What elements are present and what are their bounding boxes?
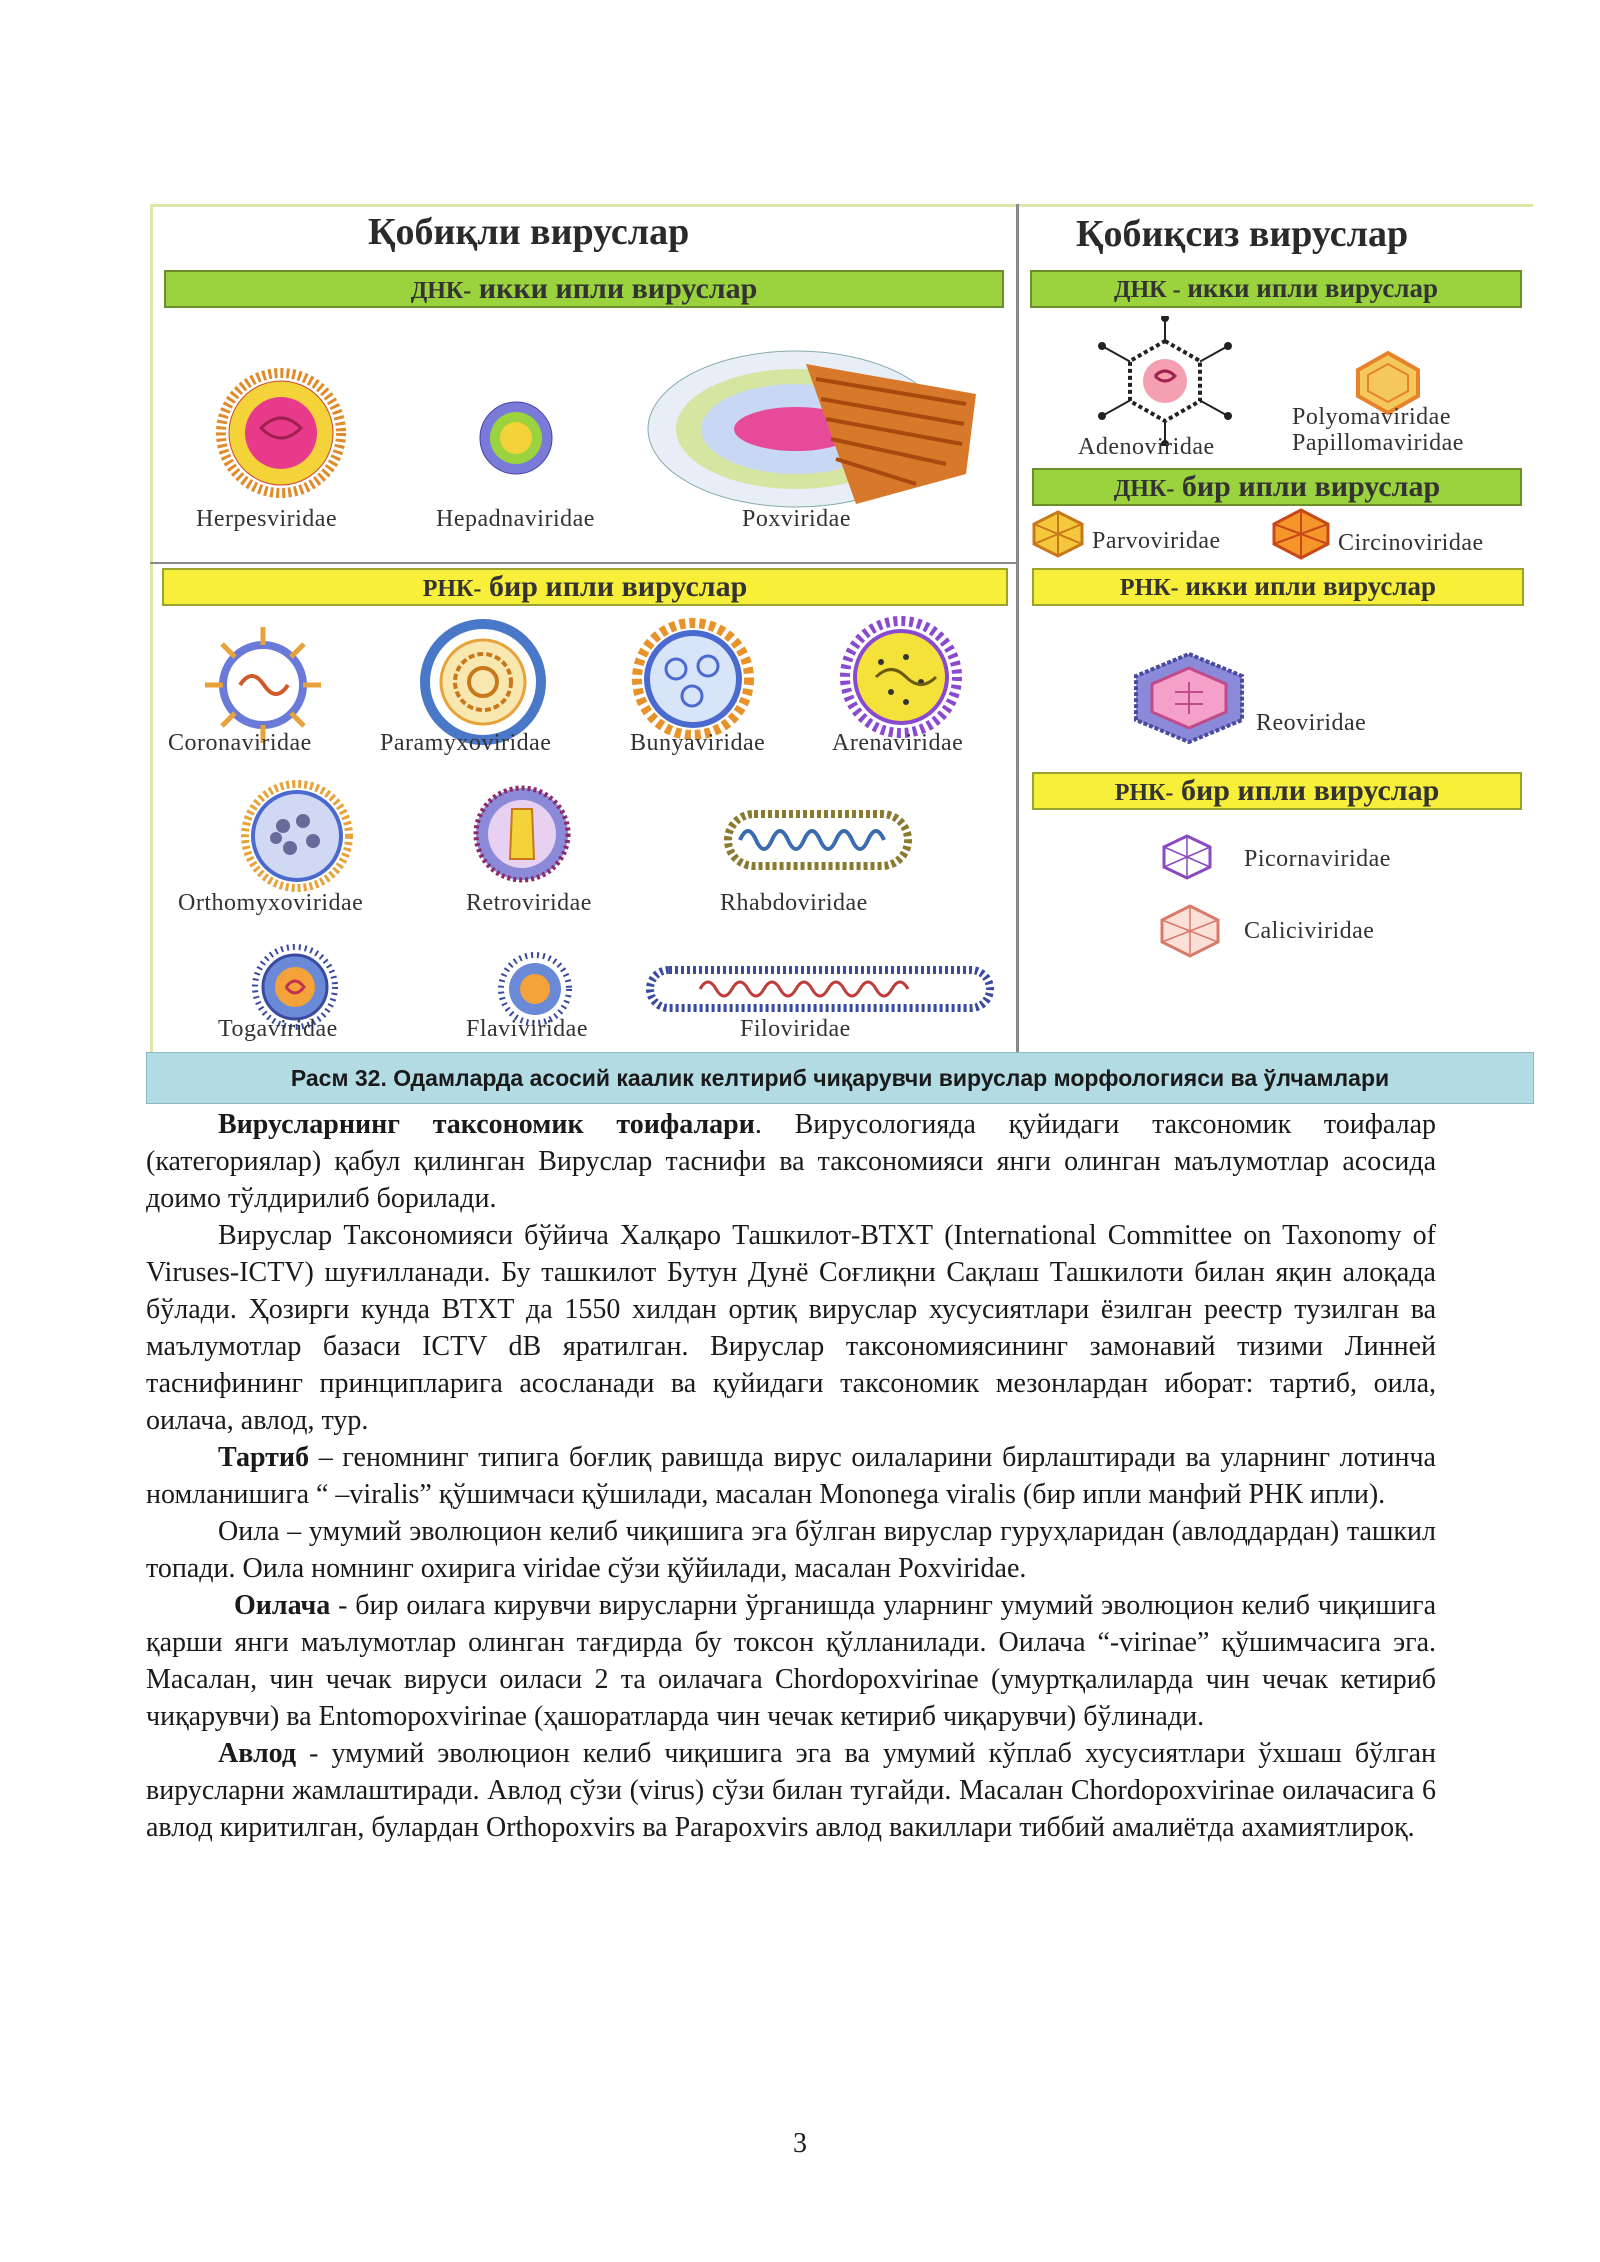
poxviridae-icon <box>646 344 986 514</box>
circinoviridae-icon <box>1270 508 1332 560</box>
bunyaviridae-icon <box>628 614 758 744</box>
paragraph-family: Оила – умумий эволюцион келиб чиқишига эга бўлган вируслар гуруҳларидан (авлоддардан) ташкил топади. Оила номнинг охирига viridae сўзи қўйилади, масалан Poxviridae. <box>146 1516 1436 1584</box>
body-text <box>146 1106 1436 1846</box>
orthomyxoviridae-label: Orthomyxoviridae <box>178 890 364 916</box>
figure-caption: Расм 32. Одамларда асосий каалик келтириб чиқарувчи вируслар морфологияси ва ўлчамлари <box>146 1052 1534 1104</box>
picornaviridae-icon <box>1160 834 1214 880</box>
parvoviridae-icon <box>1030 510 1086 558</box>
bunyaviridae-label: Bunyaviridae <box>630 730 766 756</box>
filoviridae-icon <box>640 958 1002 1020</box>
page-number: 3 <box>793 2128 807 2159</box>
retroviridae-label: Retroviridae <box>466 890 592 916</box>
herpesviridae-icon <box>206 368 356 498</box>
nonenveloped-viruses-title: Қобиқсиз вируслар <box>1076 213 1409 255</box>
polyomaviridae-label: Polyomaviridae <box>1292 404 1451 430</box>
paramyxoviridae-label: Paramyxoviridae <box>380 730 552 756</box>
rhabdoviridae-label: Rhabdoviridae <box>720 890 868 916</box>
papillomaviridae-label: Papillomaviridae <box>1292 430 1464 456</box>
reoviridae-label: Reoviridae <box>1256 710 1367 736</box>
virus-morphology-figure <box>146 204 1534 1104</box>
band-enveloped-rna-single: РНК- бир ипли вируслар <box>162 568 1008 606</box>
paragraph-genus: Авлод - умумий эволюцион келиб чиқишига эга ва умумий кўплаб хусусиятлари ўхшаш бўлган вирусларни жамлаштиради. Авлод сўзи (virus) сўзи билан тугайди. Масалан Chordopoxvirinae оилачасига 6 авлод киритилган, булардан Orthopoxvirs ва Parapoxvirs авлод вакиллари тиббий амалиётда ахамиятлироқ. <box>146 1738 1436 1843</box>
rhabdoviridae-icon <box>720 800 920 880</box>
retroviridae-icon <box>472 784 572 884</box>
arenaviridae-icon <box>836 612 966 742</box>
caliciviridae-label: Caliciviridae <box>1244 918 1375 944</box>
enveloped-viruses-title: Қобиқли вируслар <box>368 211 690 253</box>
flaviviridae-label: Flaviviridae <box>466 1016 588 1042</box>
paragraph-ictv: Вируслар Таксономияси бўйича Халқаро Ташкилот-ВТХТ (International Committee on Taxonomy of Viruses-ICTV) шуғилланади. Бу ташкилот Бутун Дунё Соғлиқни Сақлаш Ташкилоти билан яқин алоқада бўлади. Ҳозирги кунда ВТХТ да 1550 хилдан ортиқ вируслар хусусиятлари ёзилган реестр тузилган ва маълумотлар базаси ICTV dB яратилган. Вируслар таксономиясининг замонавий тизими Линней таснифининг принципларига асосланади ва қуйидаги таксономик мезонлардан иборат: тартиб, оила, оилача, авлод, тур. <box>146 1220 1436 1436</box>
figure-divider-vertical <box>1016 204 1019 1054</box>
hepadnaviridae-icon <box>476 398 556 478</box>
band-nonenveloped-rna-double: РНК- икки ипли вируслар <box>1032 568 1524 606</box>
reoviridae-icon <box>1130 652 1248 744</box>
figure-divider-horizontal <box>150 562 1016 564</box>
poxviridae-label: Poxviridae <box>742 506 851 532</box>
band-enveloped-dna-double: ДНК- икки ипли вируслар <box>164 270 1004 308</box>
band-nonenveloped-dna-double: ДНК - икки ипли вируслар <box>1030 270 1522 308</box>
orthomyxoviridae-icon <box>228 776 366 896</box>
coronaviridae-label: Coronaviridae <box>168 730 312 756</box>
band-nonenveloped-dna-single: ДНК- бир ипли вируслар <box>1032 468 1522 506</box>
herpesviridae-label: Herpesviridae <box>196 506 338 532</box>
circinoviridae-label: Circinoviridae <box>1338 530 1484 556</box>
paragraph-taxonomic-categories: Вирусларнинг таксономик тоифалари. Вирусологияда қуйидаги таксономик тоифалар (категориялар) қабул қилинган Вируслар таснифи ва таксономияси янги олинган маълумотлар асосида доимо тўлдирилиб борилади. <box>146 1109 1436 1214</box>
filoviridae-label: Filoviridae <box>740 1016 851 1042</box>
parvoviridae-label: Parvoviridae <box>1092 528 1221 554</box>
paragraph-subfamily: Оилача - бир оилага кирувчи вирусларни ўрганишда уларнинг умумий эволюцион келиб чиқишига қарши янги маълумотлар олинган тағдирда бу токсон қўлланилади. Оилача “-virinae” қўшимчасига эга. Масалан, чин чечак вируси оиласи 2 та оилачага Chordopoxvirinae (умуртқалиларда чин чечак кетириб чиқарувчи) ва Entomopoxvirinae (ҳашоратларда чин чечак кетириб чиқарувчи) бўлинади. <box>146 1590 1436 1732</box>
adenoviridae-label: Adenoviridae <box>1078 434 1215 460</box>
arenaviridae-label: Arenaviridae <box>832 730 964 756</box>
togaviridae-label: Togaviridae <box>218 1016 338 1042</box>
paragraph-order: Тартиб – геномнинг типига боғлиқ равишда вирус оилаларини бирлаштиради ва уларнинг лотинча номланишига “ –viralis” қўшимчаси қўшилади, масалан Mononega viralis (бир ипли манфий РНК ипли). <box>146 1442 1436 1510</box>
adenoviridae-icon <box>1090 316 1240 446</box>
hepadnaviridae-label: Hepadnaviridae <box>436 506 595 532</box>
band-nonenveloped-rna-single: РНК- бир ипли вируслар <box>1032 772 1522 810</box>
picornaviridae-label: Picornaviridae <box>1244 846 1391 872</box>
caliciviridae-icon <box>1158 904 1222 958</box>
